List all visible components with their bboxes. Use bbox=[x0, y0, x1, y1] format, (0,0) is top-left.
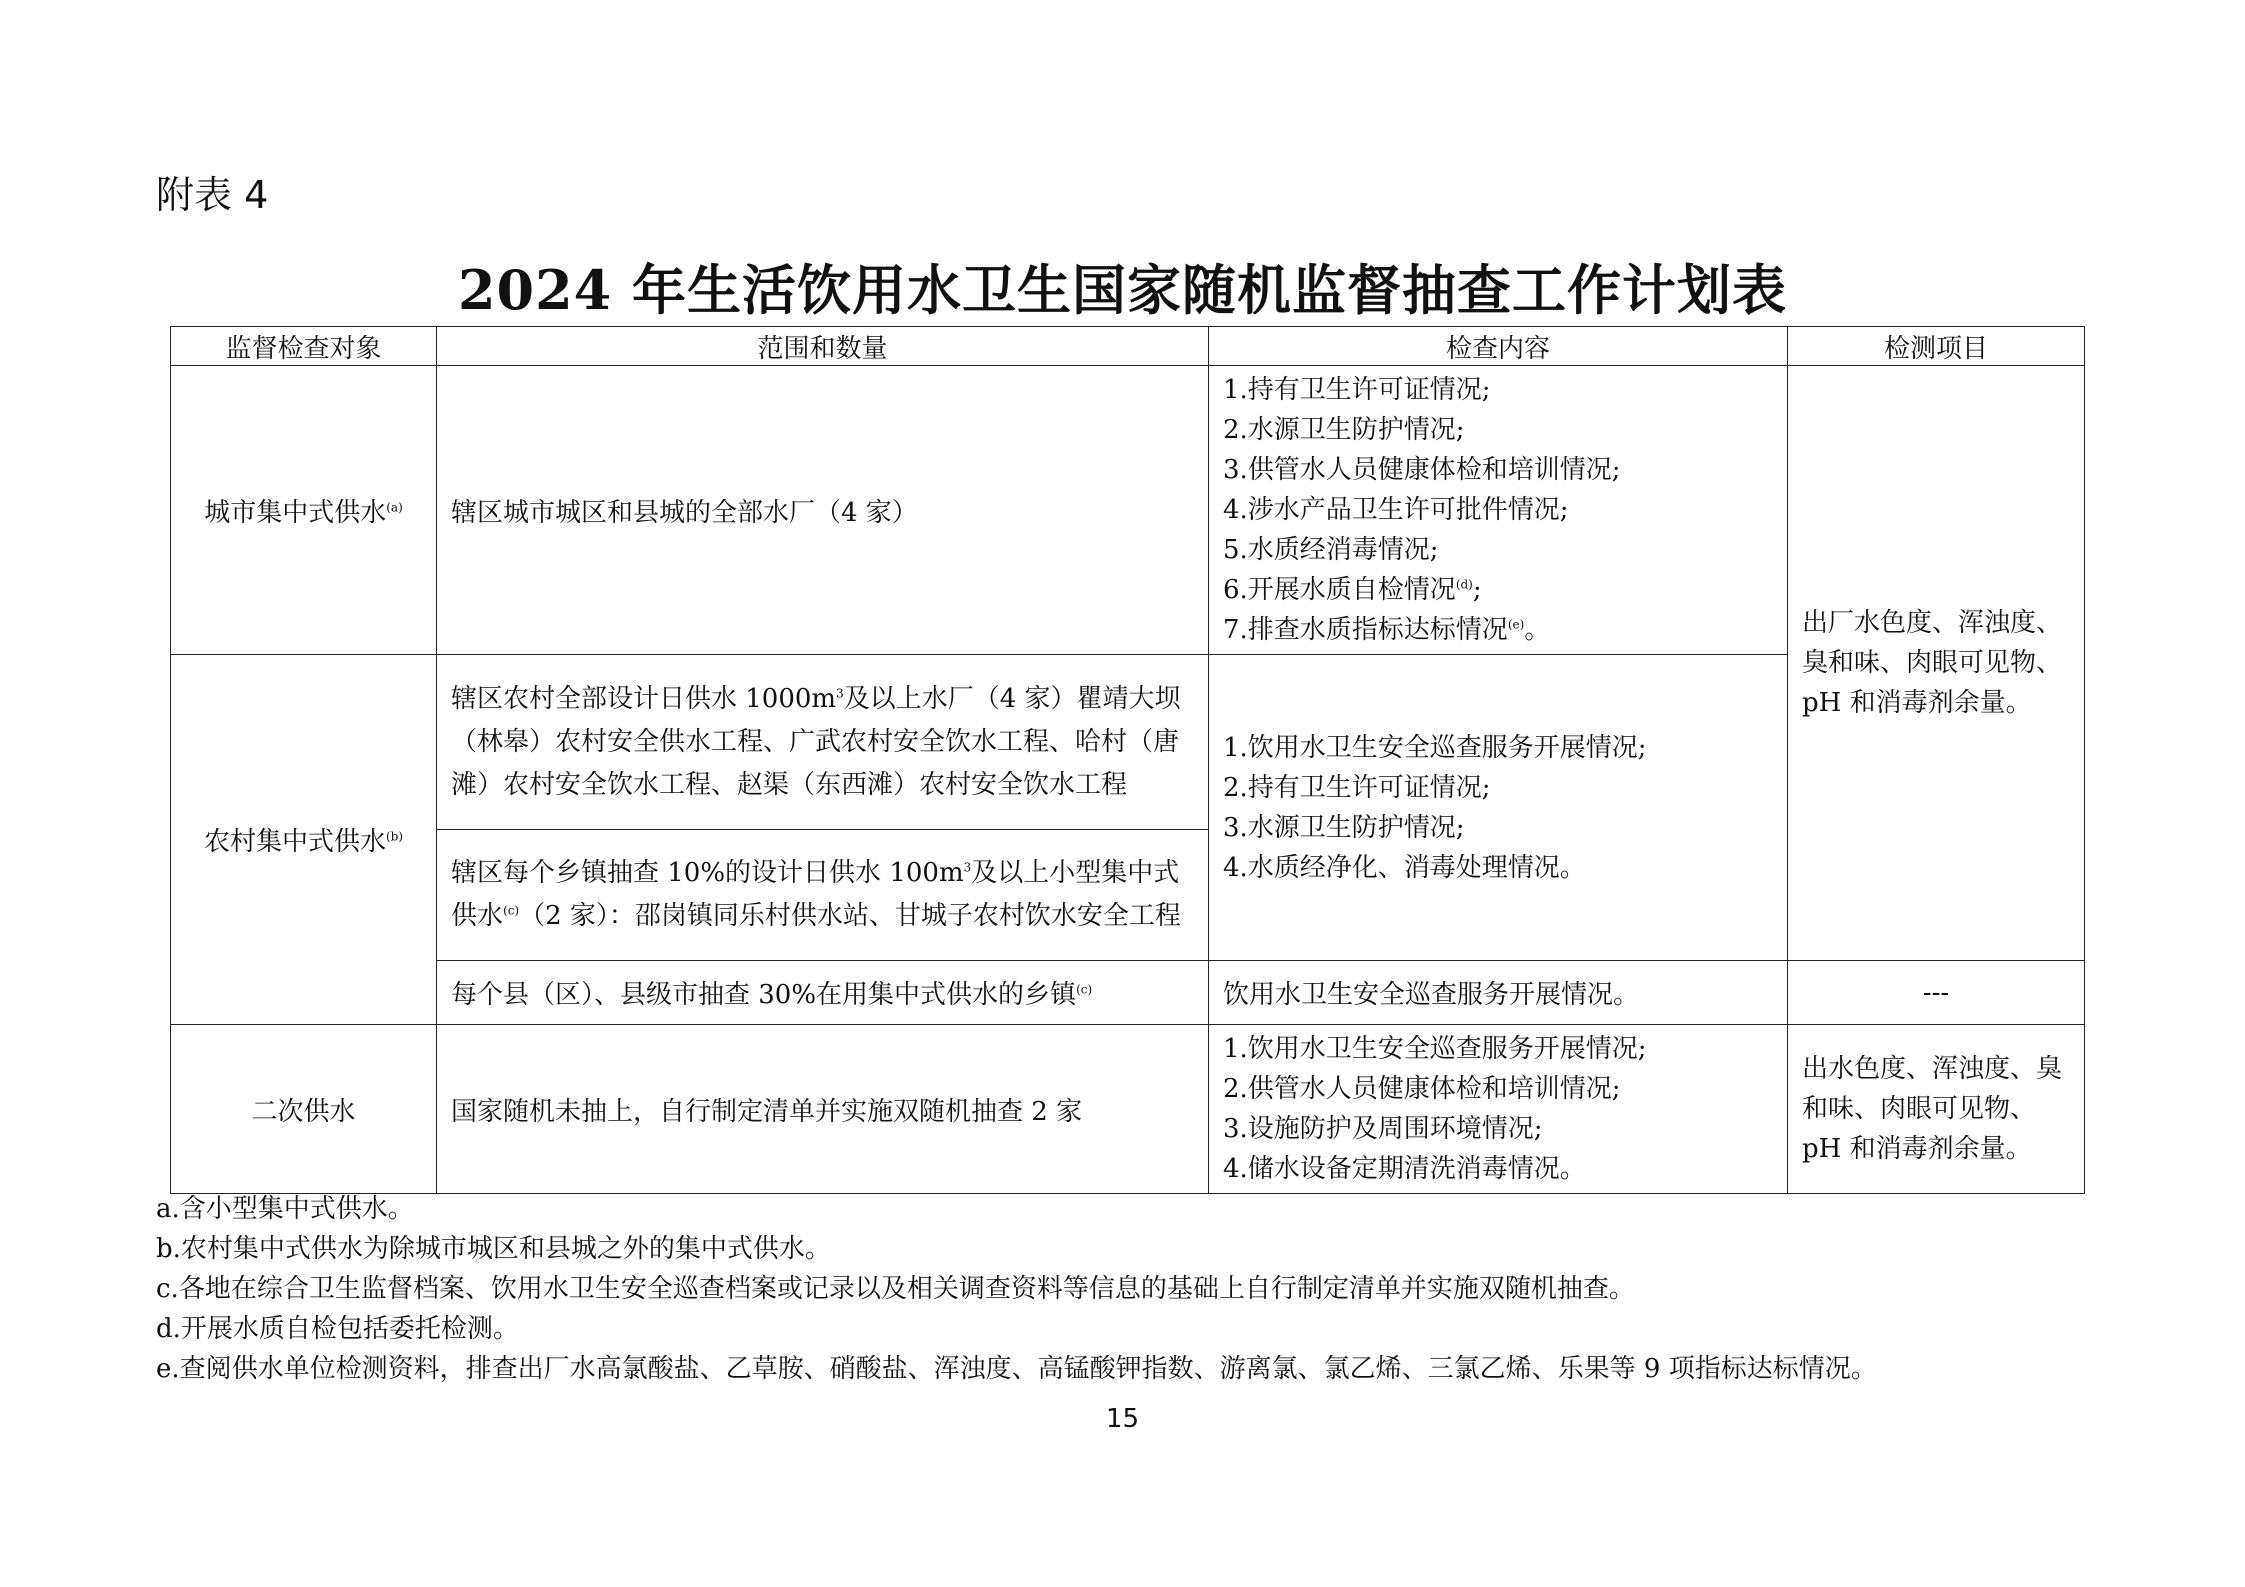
list-item: 4.储水设备定期清洗消毒情况。 bbox=[1223, 1154, 1586, 1184]
list-item: 3.水源卫生防护情况; bbox=[1223, 812, 1465, 843]
rural-scope-1-a: 辖区农村全部设计日供水 1000m bbox=[451, 683, 837, 714]
check6-mark: (d) bbox=[1455, 577, 1473, 592]
secondary-object: 二次供水 bbox=[171, 1025, 437, 1194]
document-title: 2024 年生活饮用水卫生国家随机监督抽查工作计划表 bbox=[457, 258, 1788, 322]
header-checks: 检查内容 bbox=[1209, 327, 1788, 366]
list-item: 5.水质经消毒情况; bbox=[1223, 535, 1439, 565]
work-plan-table bbox=[170, 326, 2085, 1194]
secondary-checks bbox=[1209, 1025, 1788, 1194]
header-detect: 检测项目 bbox=[1788, 327, 2085, 366]
rural-scope-3-text: 每个县（区）、县级市抽查 30%在用集中式供水的乡镇 bbox=[451, 980, 1077, 1010]
urban-scope: 辖区城市城区和县城的全部水厂（4 家） bbox=[437, 366, 1209, 655]
table-row bbox=[171, 366, 2085, 655]
secondary-scope: 国家随机未抽上，自行制定清单并实施双随机抽查 2 家 bbox=[437, 1025, 1209, 1194]
urban-checks bbox=[1209, 366, 1788, 655]
urban-object: 城市集中式供水 bbox=[204, 497, 387, 528]
rural-checks bbox=[1209, 655, 1788, 961]
rural-object: 农村集中式供水 bbox=[203, 827, 386, 857]
list-item bbox=[1223, 610, 1773, 650]
list-item: 3.设施防护及周围环境情况; bbox=[1223, 1114, 1543, 1144]
footnote: c.各地在综合卫生监督档案、饮用水卫生安全巡查档案或记录以及相关调查资料等信息的基础上自行制定清单并实施双随机抽查。 bbox=[156, 1274, 1635, 1304]
header-scope: 范围和数量 bbox=[437, 327, 1209, 366]
check7-tail: 。 bbox=[1524, 615, 1551, 645]
check7-mark: (e) bbox=[1507, 617, 1525, 632]
list-item: 1.持有卫生许可证情况; bbox=[1223, 375, 1491, 405]
header-object: 监督检查对象 bbox=[171, 327, 437, 366]
footnote: b.农村集中式供水为除城市城区和县城之外的集中式供水。 bbox=[156, 1234, 831, 1264]
rural-detect-3: --- bbox=[1788, 961, 2085, 1025]
footnote: e.查阅供水单位检测资料，排查出厂水高氯酸盐、乙草胺、硝酸盐、浑浊度、高锰酸钾指数、游离氯、氯乙烯、三氯乙烯、乐果等 9 项指标达标情况。 bbox=[156, 1354, 1877, 1384]
check7-text: 7.排查水质指标达标情况 bbox=[1223, 615, 1508, 645]
check6-tail: ; bbox=[1472, 575, 1482, 605]
list-item: 2.持有卫生许可证情况; bbox=[1223, 772, 1491, 803]
list-item bbox=[1223, 570, 1773, 610]
footnote: d.开展水质自检包括委托检测。 bbox=[156, 1314, 519, 1344]
appendix-label: 附表 4 bbox=[156, 173, 269, 217]
urban-object-mark: (a) bbox=[386, 499, 403, 514]
secondary-detect: 出水色度、浑浊度、臭和味、肉眼可见物、pH 和消毒剂余量。 bbox=[1788, 1025, 2085, 1194]
check6-text: 6.开展水质自检情况 bbox=[1223, 575, 1456, 605]
table-header-row bbox=[171, 327, 2085, 366]
table-row bbox=[171, 1025, 2085, 1194]
rural-check-3: 饮用水卫生安全巡查服务开展情况。 bbox=[1209, 961, 1788, 1025]
rural-scope-2-c: （2 家）：邵岗镇同乐村供水站、甘城子农村饮水安全工程 bbox=[519, 901, 1181, 931]
list-item: 2.水源卫生防护情况; bbox=[1223, 415, 1465, 445]
rural-scope-1 bbox=[437, 655, 1209, 830]
list-item: 3.供管水人员健康体检和培训情况; bbox=[1223, 455, 1621, 485]
rural-object-mark: (b) bbox=[385, 829, 404, 844]
scope2-mark: (c) bbox=[503, 903, 520, 918]
detect-main: 出厂水色度、浑浊度、臭和味、肉眼可见物、pH 和消毒剂余量。 bbox=[1788, 366, 2085, 961]
rural-scope-2 bbox=[437, 830, 1209, 961]
rural-scope-3 bbox=[437, 961, 1209, 1025]
list-item: 1.饮用水卫生安全巡查服务开展情况; bbox=[1223, 732, 1647, 763]
footnote: a.含小型集中式供水。 bbox=[156, 1194, 414, 1224]
table-row bbox=[171, 961, 2085, 1025]
cubic-mark: 3 bbox=[836, 685, 844, 700]
cubic-mark: 3 bbox=[963, 860, 972, 875]
page-number: 15 bbox=[1105, 1404, 1140, 1434]
urban-object-cell bbox=[171, 366, 437, 655]
rural-scope-1-b: 及以上水厂（4 家）瞿靖大坝（林皋）农村安全供水工程、广武农村安全饮水工程、哈村（唐滩）农村安全饮水工程、赵渠（东西滩）农村安全饮水工程 bbox=[451, 683, 1181, 800]
rural-scope-2-b: 及以上小型集中式供水 bbox=[451, 858, 1180, 931]
list-item: 1.饮用水卫生安全巡查服务开展情况; bbox=[1223, 1034, 1647, 1064]
list-item: 4.水质经净化、消毒处理情况。 bbox=[1223, 852, 1586, 883]
rural-object-cell bbox=[171, 655, 437, 1025]
rural-scope-2-a: 辖区每个乡镇抽查 10%的设计日供水 100m bbox=[451, 858, 964, 888]
scope3-mark: (c) bbox=[1076, 982, 1093, 997]
footnotes bbox=[156, 1189, 1877, 1389]
list-item: 2.供管水人员健康体检和培训情况; bbox=[1223, 1074, 1621, 1104]
list-item: 4.涉水产品卫生许可批件情况; bbox=[1223, 495, 1569, 525]
